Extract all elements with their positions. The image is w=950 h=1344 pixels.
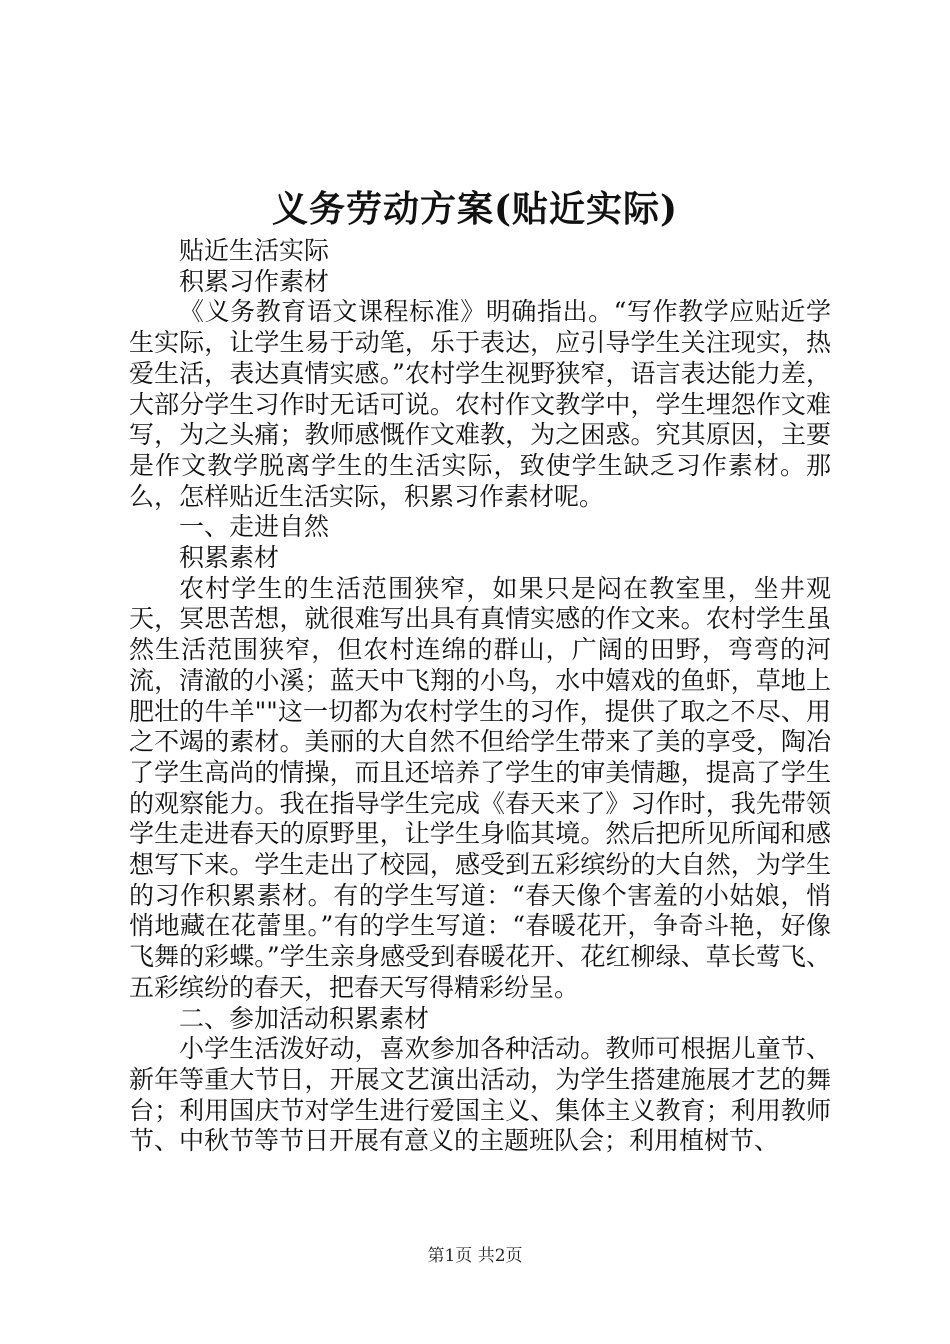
document-body — [129, 236, 831, 1157]
paragraph: 贴近生活实际 — [179, 236, 330, 265]
paragraph: 小学生活泼好动，喜欢参加各种活动。教师可根据儿童节、新年等重大节日，开展文艺演出活动，为学生搭建施展才艺的舞台；利用国庆节对学生进行爱国主义、集体主义教育；利用教师节、中秋节等节日开展有意义的主题班队会；利用植树节、 — [129, 1034, 831, 1156]
paragraph: 农村学生的生活范围狭窄，如果只是闷在教室里，坐井观天，冥思苦想，就很难写出具有真情实感的作文来。农村学生虽然生活范围狭窄，但农村连绵的群山，广阔的田野，弯弯的河流，清澈的小溪；蓝天中飞翔的小鸟，水中嬉戏的鱼虾，草地上肥壮的牛羊""这一切都为农村学生的习作，提供了取之不尽、用之不竭的素材。美丽的大自然不但给学生带来了美的享受，陶冶了学生高尚的情操，而且还培养了学生的审美情趣，提高了学生的观察能力。我在指导学生完成《春天来了》习作时，我先带领学生走进春天的原野里，让学生身临其境。然后把所见所闻和感想写下来。学生走出了校园，感受到五彩缤纷的大自然，为学生的习作积累素材。有的学生写道：“春天像个害羞的小姑娘，悄悄地藏在花蕾里。”有的学生写道：“春暖花开，争奇斗艳，好像飞舞的彩蝶。”学生亲身感受到春暖花开、花红柳绿、草长莺飞、五彩缤纷的春天，把春天写得精彩纷呈。 — [129, 573, 831, 1002]
paragraph: 积累习作素材 — [179, 266, 330, 296]
section-heading: 二、参加活动积累素材 — [179, 1003, 430, 1033]
paragraph: 《义务教育语文课程标准》明确指出。“写作教学应贴近学生实际，让学生易于动笔，乐于表达，应引导学生关注现实，热爱生活，表达真情实感。”农村学生视野狭窄，语言表达能力差，大部分学生习作时无话可说。农村作文教学中，学生埋怨作文难写，为之头痛；教师感慨作文难教，为之困惑。究其原因，主要是作文教学脱离学生的生活实际，致使学生缺乏习作素材。那么，怎样贴近生活实际，积累习作素材呢。 — [129, 297, 831, 511]
section-heading: 一、走进自然 — [179, 512, 330, 542]
paragraph: 积累素材 — [179, 543, 280, 573]
document-title: 义务劳动方案(贴近实际) — [271, 188, 679, 230]
page-footer: 第1页 共2页 — [427, 1246, 523, 1266]
